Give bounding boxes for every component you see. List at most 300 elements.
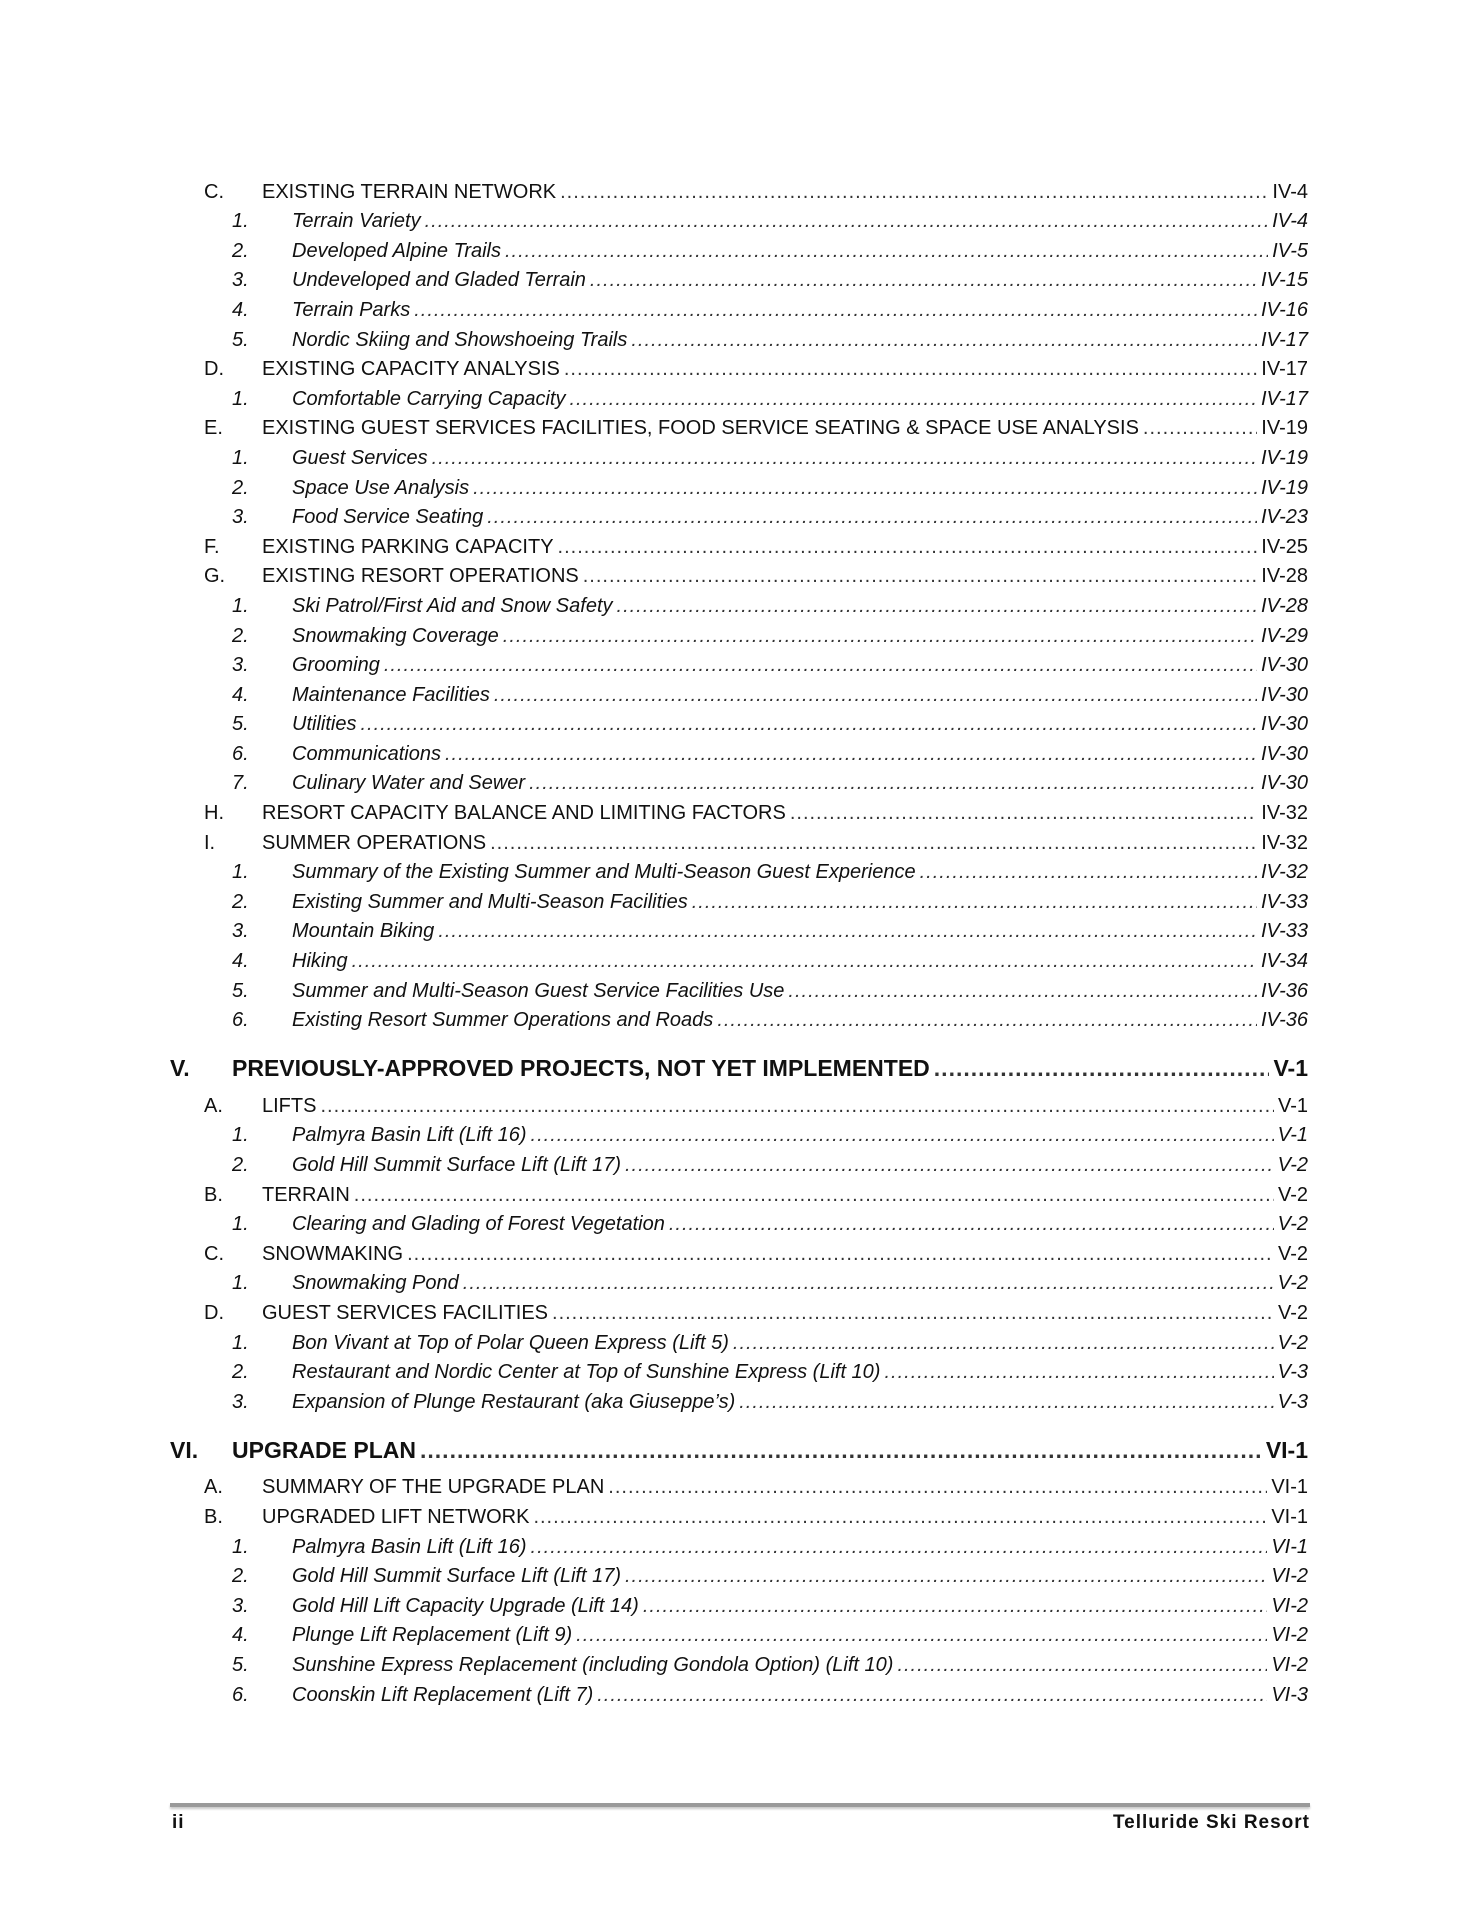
dot-leader xyxy=(432,446,1257,470)
toc-entry-title: Existing Summer and Multi-Season Facilities xyxy=(292,890,688,913)
footer-page-number: ii xyxy=(172,1812,185,1833)
toc-entry-body xyxy=(292,1212,1308,1236)
toc-entry-section[interactable] xyxy=(170,561,1308,591)
toc-entry-page: IV-29 xyxy=(1260,624,1308,647)
toc-entry-label: 1. xyxy=(232,1124,249,1147)
toc-entry-page: IV-28 xyxy=(1261,565,1308,588)
toc-entry-label: E. xyxy=(204,417,223,440)
toc-entry-title: Expansion of Plunge Restaurant (aka Giuseppe’s) xyxy=(292,1390,736,1413)
toc-entry-body xyxy=(232,1056,1308,1080)
toc-entry-label: VI. xyxy=(170,1436,199,1463)
toc-entry-title: SUMMARY OF THE UPGRADE PLAN xyxy=(262,1476,605,1499)
toc-entry-label: 3. xyxy=(232,269,249,292)
toc-entry-title: Snowmaking Coverage xyxy=(292,624,499,647)
toc-entry-item[interactable] xyxy=(170,1120,1308,1150)
toc-entry-body xyxy=(292,742,1308,766)
toc-entry-title: Maintenance Facilities xyxy=(292,683,490,706)
toc-entry-body xyxy=(292,1123,1308,1147)
toc-entry-page: V-3 xyxy=(1277,1361,1308,1384)
toc-entry-body xyxy=(262,1301,1308,1325)
toc-entry-title: EXISTING TERRAIN NETWORK xyxy=(262,180,557,203)
toc-entry-body xyxy=(262,1183,1308,1207)
dot-leader xyxy=(790,801,1257,825)
dot-leader xyxy=(920,860,1257,884)
toc-entry-page: IV-36 xyxy=(1260,979,1308,1002)
toc-entry-page: V-2 xyxy=(1277,1331,1308,1354)
toc-entry-page: VI-2 xyxy=(1271,1565,1308,1588)
toc-entry-page: IV-19 xyxy=(1260,476,1308,499)
toc-entry-item[interactable] xyxy=(170,502,1308,532)
dot-leader xyxy=(529,771,1257,795)
toc-entry-body xyxy=(292,476,1308,500)
toc-entry-page: VI-1 xyxy=(1271,1476,1308,1499)
dot-leader xyxy=(576,1623,1267,1647)
toc-entry-title: Summary of the Existing Summer and Multi-Season Guest Experience xyxy=(292,861,916,884)
toc-entry-label: 1. xyxy=(232,594,249,617)
toc-entry-page: VI-3 xyxy=(1271,1683,1308,1706)
toc-entry-page: VI-1 xyxy=(1271,1535,1308,1558)
toc-entry-item[interactable] xyxy=(170,620,1308,650)
toc-entry-title: Culinary Water and Sewer xyxy=(292,772,526,795)
toc-entry-title: EXISTING PARKING CAPACITY xyxy=(262,535,554,558)
dot-leader xyxy=(505,239,1268,263)
toc-entry-label: G. xyxy=(204,565,226,588)
dot-leader xyxy=(445,742,1257,766)
toc-entry-item[interactable] xyxy=(170,265,1308,295)
toc-entry-item[interactable] xyxy=(170,1620,1308,1650)
dot-leader xyxy=(531,1535,1268,1559)
dot-leader xyxy=(739,1390,1273,1414)
toc-entry-body xyxy=(292,624,1308,648)
toc-entry-body xyxy=(292,239,1308,263)
toc-entry-item[interactable] xyxy=(170,590,1308,620)
toc-entry-page: IV-33 xyxy=(1260,890,1308,913)
toc-entry-page: V-1 xyxy=(1273,1055,1308,1082)
toc-entry-body xyxy=(292,1653,1308,1677)
toc-entry-title: EXISTING GUEST SERVICES FACILITIES, FOOD SERVICE SEATING & SPACE USE ANALYSIS xyxy=(262,417,1139,440)
dot-leader xyxy=(897,1653,1267,1677)
toc-entry-body xyxy=(292,209,1308,233)
toc-entry-label: 1. xyxy=(232,210,249,233)
toc-entry-label: 4. xyxy=(232,298,249,321)
toc-entry-title: Food Service Seating xyxy=(292,506,484,529)
toc-entry-title: Gold Hill Lift Capacity Upgrade (Lift 14) xyxy=(292,1594,639,1617)
dot-leader xyxy=(354,1183,1274,1207)
toc-entry-body xyxy=(292,860,1308,884)
toc-entry-page: VI-1 xyxy=(1265,1436,1308,1463)
dot-leader xyxy=(494,683,1257,707)
toc-entry-title: Terrain Variety xyxy=(292,210,421,233)
dot-leader xyxy=(625,1153,1274,1177)
toc-entry-page: V-2 xyxy=(1277,1242,1308,1265)
toc-entry-label: 3. xyxy=(232,654,249,677)
toc-entry-title: Undeveloped and Gladed Terrain xyxy=(292,269,586,292)
toc-entry-page: IV-17 xyxy=(1260,328,1308,351)
toc-entry-body xyxy=(262,416,1308,440)
dot-leader xyxy=(625,1564,1267,1588)
toc-entry-label: 1. xyxy=(232,1213,249,1236)
toc-entry-title: UPGRADED LIFT NETWORK xyxy=(262,1505,530,1528)
toc-entry-label: 1. xyxy=(232,1331,249,1354)
toc-entry-label: D. xyxy=(204,358,224,381)
dot-leader xyxy=(560,180,1268,204)
toc-entry-body xyxy=(292,1564,1308,1588)
toc-entry-label: C. xyxy=(204,180,224,203)
toc-entry-title: Grooming xyxy=(292,654,380,677)
toc-entry-section[interactable] xyxy=(170,1238,1308,1268)
toc-entry-title: Plunge Lift Replacement (Lift 9) xyxy=(292,1624,573,1647)
dot-leader xyxy=(531,1123,1274,1147)
footer-document-name: Telluride Ski Resort xyxy=(1112,1812,1310,1833)
toc-entry-title: Restaurant and Nordic Center at Top of Sunshine Express (Lift 10) xyxy=(292,1361,881,1384)
toc-entry-body xyxy=(262,1242,1308,1266)
toc-entry-item[interactable] xyxy=(170,324,1308,354)
toc-entry-body xyxy=(292,1360,1308,1384)
dot-leader xyxy=(463,1271,1274,1295)
toc-entry-page: IV-17 xyxy=(1260,387,1308,410)
dot-leader xyxy=(733,1331,1274,1355)
toc-entry-page: IV-19 xyxy=(1260,446,1308,469)
toc-entry-page: IV-30 xyxy=(1260,683,1308,706)
toc-entry-label: 6. xyxy=(232,742,249,765)
toc-entry-label: 2. xyxy=(232,624,249,647)
toc-entry-label: 1. xyxy=(232,446,249,469)
toc-entry-label: 1. xyxy=(232,387,249,410)
toc-entry-title: PREVIOUSLY-APPROVED PROJECTS, NOT YET IMPLEMENTED xyxy=(232,1055,930,1082)
dot-leader xyxy=(414,298,1257,322)
toc-entry-label: A. xyxy=(204,1094,223,1117)
dot-leader xyxy=(569,387,1257,411)
toc-entry-page: V-2 xyxy=(1277,1272,1308,1295)
toc-entry-label: 3. xyxy=(232,1594,249,1617)
toc-entry-body xyxy=(262,357,1308,381)
toc-entry-title: Existing Resort Summer Operations and Roads xyxy=(292,1009,714,1032)
toc-entry-title: UPGRADE PLAN xyxy=(232,1436,417,1463)
toc-entry-item[interactable] xyxy=(170,1590,1308,1620)
dot-leader xyxy=(643,1594,1267,1618)
toc-entry-label: C. xyxy=(204,1242,224,1265)
toc-entry-page: V-3 xyxy=(1277,1390,1308,1413)
toc-entry-label: 2. xyxy=(232,239,249,262)
toc-entry-body xyxy=(262,1094,1308,1118)
toc-entry-item[interactable] xyxy=(170,1327,1308,1357)
toc-entry-page: IV-30 xyxy=(1260,742,1308,765)
toc-entry-title: Mountain Biking xyxy=(292,920,435,943)
toc-entry-body xyxy=(292,1331,1308,1355)
toc-entry-page: IV-34 xyxy=(1260,950,1308,973)
toc-entry-major[interactable] xyxy=(170,1044,1308,1088)
toc-entry-section[interactable] xyxy=(170,413,1308,443)
toc-entry-title: EXISTING CAPACITY ANALYSIS xyxy=(262,358,560,381)
toc-entry-item[interactable] xyxy=(170,472,1308,502)
toc-entry-body xyxy=(292,1153,1308,1177)
toc-entry-item[interactable] xyxy=(170,1561,1308,1591)
toc-entry-title: Hiking xyxy=(292,950,348,973)
footer-divider xyxy=(170,1803,1310,1807)
dot-leader xyxy=(717,1008,1257,1032)
toc-entry-body xyxy=(292,1594,1308,1618)
toc-entry-body xyxy=(292,268,1308,292)
toc-entry-body xyxy=(292,683,1308,707)
dot-leader xyxy=(788,979,1257,1003)
toc-entry-label: A. xyxy=(204,1476,223,1499)
dot-leader xyxy=(558,535,1258,559)
toc-entry-page: V-2 xyxy=(1277,1154,1308,1176)
toc-entry-title: Developed Alpine Trails xyxy=(292,239,501,262)
toc-entry-label: 6. xyxy=(232,1683,249,1706)
toc-entry-title: TERRAIN xyxy=(262,1183,350,1206)
toc-entry-item[interactable] xyxy=(170,1149,1308,1179)
toc-entry-page: IV-32 xyxy=(1261,802,1308,825)
toc-entry-item[interactable] xyxy=(170,1005,1308,1035)
toc-entry-page: VI-2 xyxy=(1271,1594,1308,1617)
toc-entry-item[interactable] xyxy=(170,1357,1308,1387)
toc-entry-page: VI-2 xyxy=(1271,1653,1308,1676)
dot-leader xyxy=(590,268,1257,292)
toc-entry-body xyxy=(292,771,1308,795)
toc-entry-body xyxy=(292,328,1308,352)
toc-entry-title: Coonskin Lift Replacement (Lift 7) xyxy=(292,1683,594,1706)
dot-leader xyxy=(617,594,1257,618)
toc-entry-body xyxy=(292,653,1308,677)
dot-leader xyxy=(1143,416,1257,440)
toc-entry-title: SUMMER OPERATIONS xyxy=(262,831,487,854)
toc-entry-title: Clearing and Glading of Forest Vegetation xyxy=(292,1213,665,1236)
toc-entry-title: EXISTING RESORT OPERATIONS xyxy=(262,565,579,588)
toc-entry-body xyxy=(292,890,1308,914)
toc-entry-label: 2. xyxy=(232,890,249,913)
toc-entry-page: IV-4 xyxy=(1272,180,1308,203)
toc-entry-title: LIFTS xyxy=(262,1094,317,1117)
toc-entry-item[interactable] xyxy=(170,945,1308,975)
dot-leader xyxy=(583,564,1258,588)
toc-entry-page: IV-32 xyxy=(1261,831,1308,854)
toc-entry-title: Communications xyxy=(292,742,441,765)
toc-entry-item[interactable] xyxy=(170,235,1308,265)
dot-leader xyxy=(631,328,1257,352)
toc-entry-body xyxy=(292,949,1308,973)
toc-entry-body xyxy=(292,1535,1308,1559)
toc-entry-item[interactable] xyxy=(170,206,1308,236)
toc-entry-label: 1. xyxy=(232,1535,249,1558)
toc-entry-item[interactable] xyxy=(170,1531,1308,1561)
dot-leader xyxy=(884,1360,1273,1384)
toc-entry-item[interactable] xyxy=(170,709,1308,739)
toc-entry-page: IV-19 xyxy=(1261,417,1308,440)
toc-entry-item[interactable] xyxy=(170,679,1308,709)
toc-entry-label: I. xyxy=(204,831,216,854)
toc-entry-major[interactable] xyxy=(170,1426,1308,1470)
toc-entry-page: IV-32 xyxy=(1260,861,1308,884)
toc-entry-label: 7. xyxy=(232,772,249,795)
dot-leader xyxy=(669,1212,1274,1236)
toc-entry-item[interactable] xyxy=(170,886,1308,916)
toc-entry-section[interactable] xyxy=(170,827,1308,857)
toc-entry-label: 5. xyxy=(232,328,249,351)
toc-entry-page: IV-30 xyxy=(1260,772,1308,795)
toc-entry-label: 1. xyxy=(232,861,249,884)
toc-entry-page: IV-25 xyxy=(1261,535,1308,558)
toc-entry-page: IV-16 xyxy=(1260,298,1308,321)
toc-entry-body xyxy=(292,919,1308,943)
toc-entry-item[interactable] xyxy=(170,650,1308,680)
dot-leader xyxy=(552,1301,1274,1325)
toc-entry-label: 5. xyxy=(232,979,249,1002)
toc-entry-page: V-2 xyxy=(1277,1301,1308,1324)
toc-entry-label: 5. xyxy=(232,1653,249,1676)
toc-entry-page: VI-2 xyxy=(1271,1624,1308,1647)
toc-entry-item[interactable] xyxy=(170,916,1308,946)
toc-entry-title: Gold Hill Summit Surface Lift (Lift 17) xyxy=(292,1154,621,1176)
toc-entry-title: Sunshine Express Replacement (including Gondola Option) (Lift 10) xyxy=(292,1653,894,1676)
toc-entry-title: Snowmaking Pond xyxy=(292,1272,459,1295)
toc-entry-body xyxy=(262,1505,1308,1529)
toc-entry-body xyxy=(262,564,1308,588)
toc-entry-section[interactable] xyxy=(170,1090,1308,1120)
toc-entry-body xyxy=(262,535,1308,559)
toc-entry-item[interactable] xyxy=(170,857,1308,887)
toc-entry-body xyxy=(262,1475,1308,1499)
dot-leader xyxy=(352,949,1257,973)
toc-entry-body xyxy=(292,1008,1308,1032)
toc-entry-item[interactable] xyxy=(170,442,1308,472)
toc-entry-title: Nordic Skiing and Showshoeing Trails xyxy=(292,328,628,351)
toc-entry-body xyxy=(292,979,1308,1003)
toc-entry-label: B. xyxy=(204,1183,223,1206)
toc-entry-section[interactable] xyxy=(170,176,1308,206)
dot-leader xyxy=(597,1683,1267,1707)
toc-entry-label: 4. xyxy=(232,1624,249,1647)
toc-entry-item[interactable] xyxy=(170,1268,1308,1298)
dot-leader xyxy=(934,1056,1270,1080)
toc-entry-label: 1. xyxy=(232,1272,249,1295)
dot-leader xyxy=(320,1094,1274,1118)
toc-entry-title: Space Use Analysis xyxy=(292,476,470,499)
dot-leader xyxy=(420,1438,1262,1462)
toc-entry-section[interactable] xyxy=(170,797,1308,827)
dot-leader xyxy=(533,1505,1267,1529)
toc-entry-section[interactable] xyxy=(170,1472,1308,1502)
toc-entry-label: 3. xyxy=(232,506,249,529)
toc-entry-body xyxy=(292,1683,1308,1707)
toc-entry-body xyxy=(292,1390,1308,1414)
dot-leader xyxy=(407,1242,1274,1266)
toc-entry-body xyxy=(262,831,1308,855)
toc-entry-label: 2. xyxy=(232,1565,249,1588)
toc-entry-item[interactable] xyxy=(170,768,1308,798)
dot-leader xyxy=(438,919,1257,943)
toc-entry-label: 4. xyxy=(232,683,249,706)
toc-entry-section[interactable] xyxy=(170,1501,1308,1531)
toc-entry-label: 2. xyxy=(232,1361,249,1384)
toc-entry-label: H. xyxy=(204,802,224,825)
dot-leader xyxy=(473,476,1257,500)
dot-leader xyxy=(490,831,1257,855)
toc-entry-item[interactable] xyxy=(170,975,1308,1005)
dot-leader xyxy=(384,653,1257,677)
toc-entry-label: D. xyxy=(204,1301,224,1324)
toc-entry-label: 5. xyxy=(232,713,249,736)
toc-entry-page: IV-4 xyxy=(1272,210,1308,233)
toc-entry-title: Palmyra Basin Lift (Lift 16) xyxy=(292,1124,527,1147)
dot-leader xyxy=(692,890,1257,914)
toc-entry-item[interactable] xyxy=(170,738,1308,768)
toc-entry-page: V-1 xyxy=(1277,1124,1308,1147)
toc-entry-body xyxy=(262,801,1308,825)
toc-entry-label: 3. xyxy=(232,1390,249,1413)
toc-entry-page: IV-30 xyxy=(1260,654,1308,677)
toc-entry-label: 6. xyxy=(232,1009,249,1032)
toc-entry-title: Terrain Parks xyxy=(292,298,411,321)
toc-entry-body xyxy=(292,1271,1308,1295)
toc-entry-page: V-2 xyxy=(1277,1213,1308,1236)
toc-entry-label: V. xyxy=(170,1055,190,1082)
toc-entry-label: F. xyxy=(204,535,220,558)
toc-entry-page: IV-28 xyxy=(1260,594,1308,617)
dot-leader xyxy=(564,357,1257,381)
toc-entry-body xyxy=(292,446,1308,470)
toc-entry-page: IV-30 xyxy=(1260,713,1308,736)
toc-entry-page: V-2 xyxy=(1277,1183,1308,1206)
toc-entry-page: VI-1 xyxy=(1271,1505,1308,1528)
toc-entry-page: IV-17 xyxy=(1261,358,1308,381)
toc-entry-section[interactable] xyxy=(170,1179,1308,1209)
toc-entry-item[interactable] xyxy=(170,1209,1308,1239)
toc-entry-section[interactable] xyxy=(170,354,1308,384)
dot-leader xyxy=(360,712,1256,736)
toc-entry-label: 2. xyxy=(232,1154,249,1176)
toc-entry-body xyxy=(292,505,1308,529)
toc-entry-body xyxy=(292,1623,1308,1647)
toc-entry-page: IV-23 xyxy=(1260,506,1308,529)
toc-entry-label: 4. xyxy=(232,950,249,973)
toc-entry-title: Guest Services xyxy=(292,446,428,469)
toc-entry-body xyxy=(292,712,1308,736)
table-of-contents xyxy=(170,176,1308,1709)
toc-entry-title: Bon Vivant at Top of Polar Queen Express (Lift 5) xyxy=(292,1331,729,1354)
toc-entry-page: IV-33 xyxy=(1260,920,1308,943)
dot-leader xyxy=(425,209,1268,233)
toc-entry-item[interactable] xyxy=(170,383,1308,413)
toc-entry-label: 3. xyxy=(232,920,249,943)
toc-entry-page: V-1 xyxy=(1277,1094,1308,1117)
dot-leader xyxy=(503,624,1257,648)
toc-entry-body xyxy=(262,180,1308,204)
toc-entry-item[interactable] xyxy=(170,1649,1308,1679)
toc-entry-label: B. xyxy=(204,1505,223,1528)
toc-entry-title: Palmyra Basin Lift (Lift 16) xyxy=(292,1535,527,1558)
toc-entry-title: Ski Patrol/First Aid and Snow Safety xyxy=(292,594,613,617)
toc-entry-section[interactable] xyxy=(170,1297,1308,1327)
toc-entry-title: GUEST SERVICES FACILITIES xyxy=(262,1301,549,1324)
toc-entry-page: IV-5 xyxy=(1272,239,1308,262)
toc-entry-body xyxy=(292,594,1308,618)
toc-entry-body xyxy=(292,298,1308,322)
toc-entry-title: SNOWMAKING xyxy=(262,1242,404,1265)
toc-entry-title: Comfortable Carrying Capacity xyxy=(292,387,566,410)
dot-leader xyxy=(608,1475,1267,1499)
toc-entry-body xyxy=(292,387,1308,411)
toc-entry-title: Utilities xyxy=(292,713,357,736)
toc-entry-item[interactable] xyxy=(170,1386,1308,1416)
toc-entry-label: 2. xyxy=(232,476,249,499)
toc-entry-item[interactable] xyxy=(170,294,1308,324)
toc-entry-section[interactable] xyxy=(170,531,1308,561)
toc-entry-item[interactable] xyxy=(170,1679,1308,1709)
toc-entry-page: IV-36 xyxy=(1260,1009,1308,1032)
toc-entry-title: Gold Hill Summit Surface Lift (Lift 17) xyxy=(292,1565,621,1588)
toc-entry-page: IV-15 xyxy=(1260,269,1308,292)
